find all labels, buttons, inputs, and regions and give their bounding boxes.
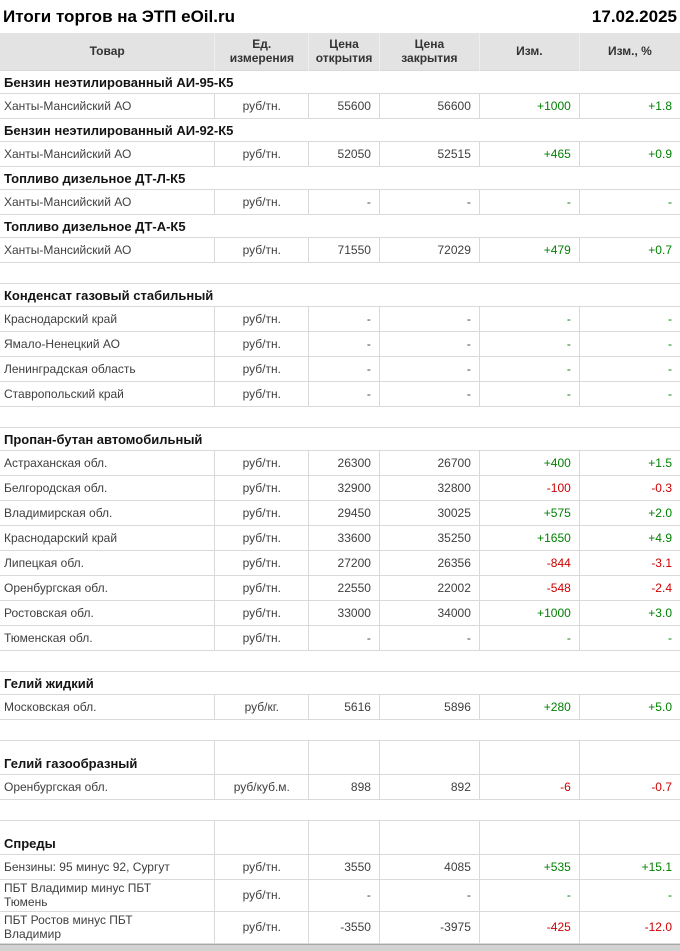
product-label: Ханты-Мансийский АО xyxy=(4,243,132,258)
data-row xyxy=(0,190,680,215)
product-cell xyxy=(0,94,215,119)
close-price-cell: - xyxy=(379,332,479,357)
col-header-product: Товар xyxy=(0,33,215,71)
open-price-cell: 5616 xyxy=(309,695,380,720)
open-price-cell: - xyxy=(309,626,380,651)
data-row xyxy=(0,238,680,263)
product-label: Бензины: 95 минус 92, Сургут xyxy=(4,860,170,875)
data-row xyxy=(0,94,680,119)
close-price-cell: 35250 xyxy=(379,526,479,551)
change-pct-cell: - xyxy=(579,332,680,357)
open-price-cell: 29450 xyxy=(309,501,380,526)
change-cell: -100 xyxy=(479,476,579,501)
product-label: Липецкая обл. xyxy=(4,556,84,571)
product-cell xyxy=(0,601,215,626)
section-title-cell: Бензин неэтилированный АИ-95-К5 xyxy=(0,71,680,94)
empty-cell xyxy=(309,741,380,775)
product-label: Белгородская обл. xyxy=(4,481,108,496)
change-cell: - xyxy=(479,307,579,332)
section-title-cell: Топливо дизельное ДТ-А-К5 xyxy=(0,215,680,238)
product-label: Оренбургская обл. xyxy=(4,581,108,596)
close-price-cell: 5896 xyxy=(379,695,479,720)
title-bar xyxy=(0,0,680,33)
change-pct-cell: - xyxy=(579,382,680,407)
product-cell xyxy=(0,451,215,476)
product-cell xyxy=(0,307,215,332)
product-label: ПБТ Ростов минус ПБТ Владимир xyxy=(4,912,133,942)
spacer-cell xyxy=(0,720,680,741)
product-label: Ленинградская область xyxy=(4,362,136,377)
open-price-cell: 71550 xyxy=(309,238,380,263)
spacer-row xyxy=(0,800,680,821)
trading-table xyxy=(0,33,680,944)
close-price-cell: - xyxy=(379,307,479,332)
section-header-row xyxy=(0,672,680,695)
product-cell xyxy=(0,855,215,880)
unit-cell: руб/тн. xyxy=(215,332,309,357)
section-header-row xyxy=(0,71,680,94)
product-cell xyxy=(0,382,215,407)
data-row xyxy=(0,142,680,167)
empty-cell xyxy=(379,741,479,775)
close-price-cell: 26356 xyxy=(379,551,479,576)
section-title-cell: Топливо дизельное ДТ-Л-К5 xyxy=(0,167,680,190)
open-price-cell: - xyxy=(309,190,380,215)
spacer-row xyxy=(0,263,680,284)
data-row xyxy=(0,855,680,880)
change-cell: - xyxy=(479,382,579,407)
section-header-row xyxy=(0,167,680,190)
close-price-cell: 52515 xyxy=(379,142,479,167)
change-cell: +465 xyxy=(479,142,579,167)
unit-cell: руб/тн. xyxy=(215,476,309,501)
change-pct-cell: -0.3 xyxy=(579,476,680,501)
section-header-row xyxy=(0,428,680,451)
unit-cell: руб/тн. xyxy=(215,357,309,382)
product-cell xyxy=(0,476,215,501)
product-cell xyxy=(0,626,215,651)
data-row xyxy=(0,332,680,357)
section-title-cell: Гелий жидкий xyxy=(0,672,680,695)
product-cell xyxy=(0,238,215,263)
empty-cell xyxy=(215,821,309,855)
product-label: Астраханская обл. xyxy=(4,456,108,471)
change-pct-cell: - xyxy=(579,880,680,912)
change-pct-cell: -2.4 xyxy=(579,576,680,601)
close-price-cell: 22002 xyxy=(379,576,479,601)
product-label: Московская обл. xyxy=(4,700,97,715)
product-cell xyxy=(0,551,215,576)
open-price-cell: - xyxy=(309,382,380,407)
change-pct-cell: +1.5 xyxy=(579,451,680,476)
section-title-cell: Конденсат газовый стабильный xyxy=(0,284,680,307)
change-cell: +575 xyxy=(479,501,579,526)
unit-cell: руб/тн. xyxy=(215,626,309,651)
spacer-row xyxy=(0,720,680,741)
unit-cell: руб/тн. xyxy=(215,94,309,119)
section-header-row xyxy=(0,821,680,855)
close-price-cell: 32800 xyxy=(379,476,479,501)
change-cell: +479 xyxy=(479,238,579,263)
col-header-unit: Ед. измерения xyxy=(215,33,309,71)
empty-cell xyxy=(309,821,380,855)
empty-cell xyxy=(579,741,680,775)
empty-cell xyxy=(479,741,579,775)
data-row xyxy=(0,601,680,626)
unit-cell: руб/тн. xyxy=(215,576,309,601)
product-label: Краснодарский край xyxy=(4,531,118,546)
section-header-row xyxy=(0,215,680,238)
open-price-cell: 33600 xyxy=(309,526,380,551)
change-cell: -425 xyxy=(479,911,579,943)
open-price-cell: 26300 xyxy=(309,451,380,476)
empty-cell xyxy=(479,821,579,855)
data-row xyxy=(0,382,680,407)
section-title-cell: Пропан-бутан автомобильный xyxy=(0,428,680,451)
close-price-cell: - xyxy=(379,382,479,407)
change-pct-cell: +0.9 xyxy=(579,142,680,167)
close-price-cell: 4085 xyxy=(379,855,479,880)
change-cell: - xyxy=(479,880,579,912)
bottom-scrollbar xyxy=(0,944,680,951)
product-label: Тюменская обл. xyxy=(4,631,93,646)
col-header-open-price: Цена открытия xyxy=(309,33,380,71)
spacer-cell xyxy=(0,263,680,284)
unit-cell: руб/тн. xyxy=(215,880,309,912)
open-price-cell: 27200 xyxy=(309,551,380,576)
close-price-cell: 56600 xyxy=(379,94,479,119)
change-cell: +1000 xyxy=(479,94,579,119)
close-price-cell: -3975 xyxy=(379,911,479,943)
change-cell: +1000 xyxy=(479,601,579,626)
open-price-cell: - xyxy=(309,357,380,382)
change-cell: +535 xyxy=(479,855,579,880)
change-pct-cell: -3.1 xyxy=(579,551,680,576)
unit-cell: руб/тн. xyxy=(215,501,309,526)
close-price-cell: - xyxy=(379,880,479,912)
product-label: ПБТ Владимир минус ПБТ Тюмень xyxy=(4,881,152,910)
unit-cell: руб/тн. xyxy=(215,142,309,167)
change-cell: -6 xyxy=(479,775,579,800)
change-cell: - xyxy=(479,332,579,357)
open-price-cell: 33000 xyxy=(309,601,380,626)
product-cell xyxy=(0,357,215,382)
product-cell xyxy=(0,576,215,601)
change-cell: - xyxy=(479,357,579,382)
spacer-cell xyxy=(0,800,680,821)
change-pct-cell: -0.7 xyxy=(579,775,680,800)
close-price-cell: 34000 xyxy=(379,601,479,626)
empty-cell xyxy=(579,821,680,855)
data-row xyxy=(0,526,680,551)
open-price-cell: 32900 xyxy=(309,476,380,501)
change-cell: +400 xyxy=(479,451,579,476)
section-header-row xyxy=(0,119,680,142)
data-row xyxy=(0,775,680,800)
col-header-close-price: Цена закрытия xyxy=(379,33,479,71)
unit-cell: руб/тн. xyxy=(215,601,309,626)
change-pct-cell: +15.1 xyxy=(579,855,680,880)
section-header-row xyxy=(0,284,680,307)
col-header-change-pct: Изм., % xyxy=(579,33,680,71)
close-price-cell: 892 xyxy=(379,775,479,800)
unit-cell: руб/тн. xyxy=(215,855,309,880)
product-label: Ямало-Ненецкий АО xyxy=(4,337,120,352)
open-price-cell: 52050 xyxy=(309,142,380,167)
product-cell xyxy=(0,501,215,526)
data-row xyxy=(0,451,680,476)
unit-cell: руб/тн. xyxy=(215,551,309,576)
product-cell xyxy=(0,695,215,720)
data-row xyxy=(0,476,680,501)
open-price-cell: 3550 xyxy=(309,855,380,880)
data-row xyxy=(0,880,680,912)
change-cell: +280 xyxy=(479,695,579,720)
empty-cell xyxy=(215,741,309,775)
spacer-row xyxy=(0,407,680,428)
product-cell xyxy=(0,526,215,551)
open-price-cell: -3550 xyxy=(309,911,380,943)
spacer-row xyxy=(0,651,680,672)
data-row xyxy=(0,911,680,943)
open-price-cell: 898 xyxy=(309,775,380,800)
change-pct-cell: +1.8 xyxy=(579,94,680,119)
close-price-cell: - xyxy=(379,626,479,651)
section-title-cell: Спреды xyxy=(0,821,215,855)
product-label: Оренбургская обл. xyxy=(4,780,108,795)
unit-cell: руб/тн. xyxy=(215,190,309,215)
close-price-cell: 26700 xyxy=(379,451,479,476)
product-label: Краснодарский край xyxy=(4,312,118,327)
change-cell: -844 xyxy=(479,551,579,576)
open-price-cell: 22550 xyxy=(309,576,380,601)
unit-cell: руб/тн. xyxy=(215,238,309,263)
change-pct-cell: - xyxy=(579,307,680,332)
change-cell: -548 xyxy=(479,576,579,601)
data-row xyxy=(0,357,680,382)
close-price-cell: - xyxy=(379,357,479,382)
product-label: Ставропольский край xyxy=(4,387,124,402)
change-pct-cell: +5.0 xyxy=(579,695,680,720)
data-row xyxy=(0,626,680,651)
col-header-change: Изм. xyxy=(479,33,579,71)
product-cell xyxy=(0,190,215,215)
change-pct-cell: - xyxy=(579,357,680,382)
product-cell xyxy=(0,142,215,167)
product-cell xyxy=(0,775,215,800)
data-row xyxy=(0,551,680,576)
empty-cell xyxy=(379,821,479,855)
unit-cell: руб/куб.м. xyxy=(215,775,309,800)
data-row xyxy=(0,695,680,720)
open-price-cell: - xyxy=(309,880,380,912)
product-label: Ханты-Мансийский АО xyxy=(4,99,132,114)
data-row xyxy=(0,501,680,526)
product-label: Ханты-Мансийский АО xyxy=(4,195,132,210)
product-cell xyxy=(0,332,215,357)
unit-cell: руб/тн. xyxy=(215,382,309,407)
product-cell xyxy=(0,911,215,943)
data-row xyxy=(0,307,680,332)
change-cell: +1650 xyxy=(479,526,579,551)
product-cell xyxy=(0,880,215,912)
change-pct-cell: +3.0 xyxy=(579,601,680,626)
section-title-cell: Гелий газообразный xyxy=(0,741,215,775)
close-price-cell: - xyxy=(379,190,479,215)
change-cell: - xyxy=(479,190,579,215)
change-pct-cell: - xyxy=(579,190,680,215)
close-price-cell: 30025 xyxy=(379,501,479,526)
section-title-cell: Бензин неэтилированный АИ-92-К5 xyxy=(0,119,680,142)
page-title: Итоги торгов на ЭТП eOil.ru xyxy=(3,7,235,26)
change-pct-cell: +0.7 xyxy=(579,238,680,263)
unit-cell: руб/тн. xyxy=(215,911,309,943)
change-pct-cell: +2.0 xyxy=(579,501,680,526)
product-label: Владимирская обл. xyxy=(4,506,113,521)
unit-cell: руб/тн. xyxy=(215,451,309,476)
change-pct-cell: +4.9 xyxy=(579,526,680,551)
change-pct-cell: - xyxy=(579,626,680,651)
section-header-row xyxy=(0,741,680,775)
product-label: Ханты-Мансийский АО xyxy=(4,147,132,162)
change-cell: - xyxy=(479,626,579,651)
unit-cell: руб/тн. xyxy=(215,307,309,332)
product-label: Ростовская обл. xyxy=(4,606,94,621)
change-pct-cell: -12.0 xyxy=(579,911,680,943)
open-price-cell: - xyxy=(309,332,380,357)
data-row xyxy=(0,576,680,601)
open-price-cell: - xyxy=(309,307,380,332)
spacer-cell xyxy=(0,651,680,672)
open-price-cell: 55600 xyxy=(309,94,380,119)
spacer-cell xyxy=(0,407,680,428)
column-header-row xyxy=(0,33,680,71)
unit-cell: руб/кг. xyxy=(215,695,309,720)
report-date: 17.02.2025 xyxy=(591,7,677,26)
close-price-cell: 72029 xyxy=(379,238,479,263)
unit-cell: руб/тн. xyxy=(215,526,309,551)
